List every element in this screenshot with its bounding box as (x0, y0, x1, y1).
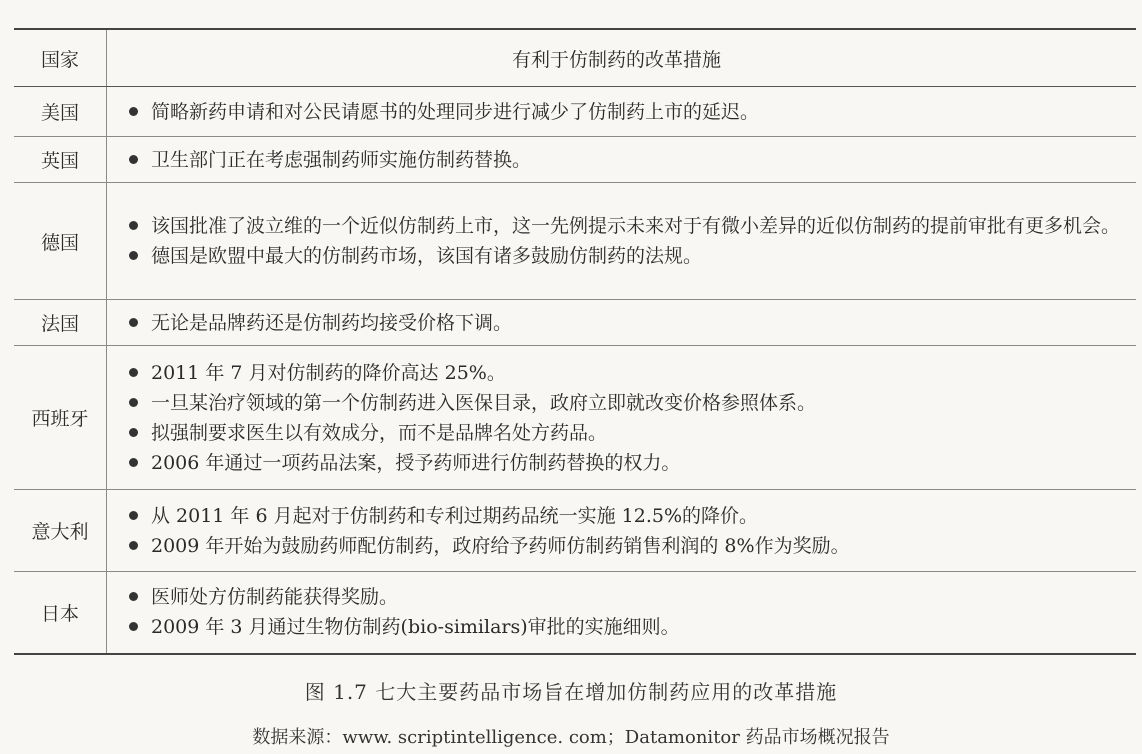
measure-text: 2006 年通过一项药品法案，授予药师进行仿制药替换的权力。 (151, 451, 681, 474)
measure-item (129, 501, 1126, 531)
measures-cell (107, 490, 1137, 572)
measures-cell (107, 87, 1137, 137)
measure-text: 医师处方仿制药能获得奖励。 (151, 586, 399, 609)
measure-item (129, 531, 1126, 561)
bullet-icon (129, 221, 138, 230)
measure-text: 从 2011 年 6 月起对于仿制药和专利过期药品统一实施 12.5%的降价。 (151, 504, 758, 527)
data-source-note: 数据来源：www. scriptintelligence. com；Datamonitor 药品市场概况报告 (252, 727, 890, 748)
measures-cell (107, 137, 1137, 183)
measure-item (129, 241, 1126, 271)
bullet-icon (129, 511, 138, 520)
measures-cell (107, 572, 1137, 654)
country-cell: 西班牙 (14, 346, 107, 490)
measure-text: 2009 年 3 月通过生物仿制药(bio-similars)审批的实施细则。 (151, 616, 680, 639)
measure-item (129, 145, 1126, 175)
measure-text: 一旦某治疗领域的第一个仿制药进入医保目录，政府立即就改变价格参照体系。 (151, 391, 817, 414)
bullet-icon (129, 622, 138, 631)
measure-item (129, 448, 1126, 478)
table-row (14, 137, 1136, 183)
country-cell: 法国 (14, 300, 107, 346)
country-cell: 德国 (14, 183, 107, 300)
country-cell: 意大利 (14, 490, 107, 572)
measure-item (129, 582, 1126, 612)
bullet-icon (129, 541, 138, 550)
bullet-icon (129, 155, 138, 164)
measures-cell (107, 183, 1137, 300)
table-row (14, 572, 1136, 654)
measure-item (129, 612, 1126, 642)
measure-text: 卫生部门正在考虑强制药师实施仿制药替换。 (151, 148, 532, 171)
bullet-icon (129, 107, 138, 116)
measure-item (129, 388, 1126, 418)
bullet-icon (129, 368, 138, 377)
bullet-icon (129, 458, 138, 467)
country-cell: 美国 (14, 87, 107, 137)
measure-text: 该国批准了波立维的一个近似仿制药上市，这一先例提示未来对于有微小差异的近似仿制药的提前审批有更多机会。 (151, 215, 1121, 237)
measures-cell (107, 346, 1137, 490)
measure-item (129, 211, 1126, 241)
bullet-icon (129, 592, 138, 601)
bullet-icon (129, 428, 138, 437)
bullet-icon (129, 398, 138, 407)
header-measures: 有利于仿制药的改革措施 (107, 29, 1137, 87)
measure-text: 简略新药申请和对公民请愿书的处理同步进行减少了仿制药上市的延迟。 (151, 100, 760, 123)
bullet-icon (129, 251, 138, 260)
header-country: 国家 (14, 29, 107, 87)
table-row (14, 183, 1136, 300)
measure-text: 2011 年 7 月对仿制药的降价高达 25%。 (151, 361, 506, 384)
measure-text: 德国是欧盟中最大的仿制药市场，该国有诸多鼓励仿制药的法规。 (151, 245, 703, 267)
measure-item (129, 308, 1126, 338)
table-row (14, 346, 1136, 490)
reform-measures-table (14, 28, 1136, 655)
measure-text: 无论是品牌药还是仿制药均接受价格下调。 (151, 311, 513, 334)
table-row (14, 87, 1136, 137)
table-body (14, 87, 1136, 654)
table-row (14, 490, 1136, 572)
country-cell: 日本 (14, 572, 107, 654)
measure-item (129, 358, 1126, 388)
table-row (14, 300, 1136, 346)
measure-item (129, 97, 1126, 127)
measure-item (129, 418, 1126, 448)
measure-text: 拟强制要求医生以有效成分，而不是品牌名处方药品。 (151, 421, 608, 444)
country-cell: 英国 (14, 137, 107, 183)
measures-cell (107, 300, 1137, 346)
table-header-row (14, 29, 1136, 87)
figure-caption: 图 1.7 七大主要药品市场旨在增加仿制药应用的改革措施 (304, 680, 838, 704)
measure-text: 2009 年开始为鼓励药师配仿制药，政府给予药师仿制药销售利润的 8%作为奖励。 (151, 534, 850, 557)
bullet-icon (129, 318, 138, 327)
